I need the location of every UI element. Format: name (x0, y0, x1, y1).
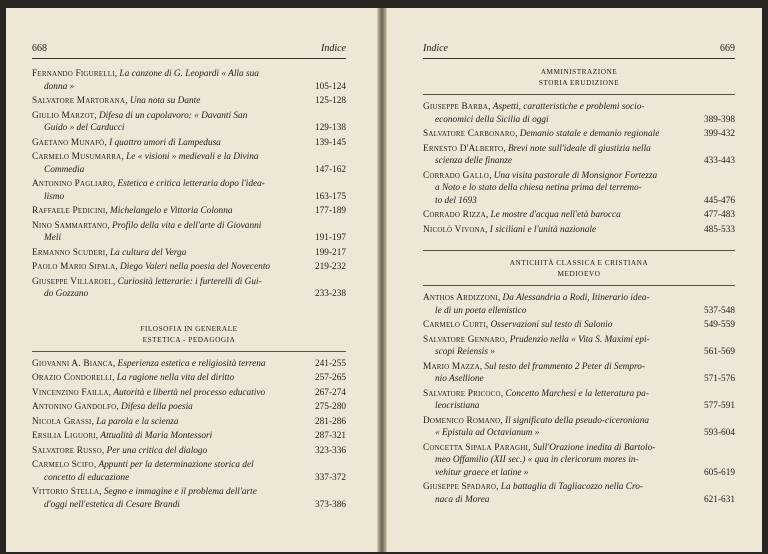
entry-pages: 477-483 (704, 210, 735, 220)
index-entry (32, 68, 346, 93)
entry-title-continued: leocristiana (435, 401, 480, 411)
left-header-rule (32, 58, 346, 59)
index-entry (32, 459, 346, 484)
right-entries (423, 66, 735, 508)
entry-title: Sul testo del frammento 2 Peter di Sempro- (484, 361, 646, 372)
entry-title: La battaglia di Tagliacozzo nella Cro- (500, 482, 643, 492)
entry-pages: 219-232 (315, 262, 346, 272)
entry-title-continued: scopi Reiensis » (435, 347, 495, 357)
entry-text (32, 372, 272, 385)
index-entry (32, 445, 346, 458)
index-entry (32, 401, 346, 414)
left-section-rule (32, 351, 346, 352)
entry-pages: 257-265 (315, 373, 346, 383)
entry-text (32, 401, 272, 414)
entry-author: Corrado Rizza (423, 210, 486, 220)
entry-text (32, 387, 272, 400)
entry-separator: , (500, 388, 506, 399)
entry-pages: 389-398 (704, 114, 735, 125)
entry-text (32, 445, 272, 458)
entry-author: Vittorio Stella (32, 487, 100, 497)
entry-pages: 537-548 (704, 305, 735, 316)
entry-title: Le mostre d'acqua nell'età barocca (490, 210, 621, 220)
entry-pages: 373-386 (315, 499, 346, 510)
index-entry (32, 247, 346, 260)
entry-author: Nicola Grassi (32, 416, 92, 427)
right-page-number: 669 (720, 43, 735, 54)
entry-title-continued: economici della Sicilia di oggi (435, 114, 549, 125)
entry-text (423, 224, 663, 237)
index-entry (32, 276, 346, 301)
index-entry (423, 442, 735, 480)
entry-pages: 323-336 (315, 445, 346, 456)
entry-text (423, 292, 663, 317)
entry-title: I quattro umori di Lampedusa (109, 137, 221, 148)
entry-author: Giovanni A. Bianca (32, 358, 113, 369)
entry-title: Brevi note sull'ideale di giustizia nella (507, 143, 651, 154)
entry-title-continued: Meli (44, 233, 62, 243)
entry-title: La ragione nella vita del diritto (116, 373, 235, 383)
entry-text (423, 143, 663, 168)
entry-title-continued: Commedia (44, 164, 85, 175)
entry-pages: 241-255 (315, 358, 346, 369)
section1-heading-line2: STORIA ERUDIZIONE (538, 78, 620, 87)
entry-author: Nicolò Vivona (423, 224, 486, 235)
index-entry (423, 101, 735, 126)
right-running-title: Indice (423, 43, 448, 54)
index-entry (32, 95, 346, 108)
entry-text (32, 430, 272, 443)
index-entry (423, 292, 735, 317)
entry-author: Carmelo Curti (423, 320, 486, 330)
entry-pages: 177-189 (315, 206, 346, 216)
entry-title: Appunti per la determinazione storica del (98, 460, 254, 470)
entry-separator: , (114, 69, 120, 79)
entry-title: Segno e immagine e il problema dell'arte (103, 487, 257, 497)
entry-pages: 399-432 (704, 129, 735, 139)
entry-pages: 275-280 (315, 402, 346, 412)
entry-separator: , (125, 96, 130, 106)
index-entry (32, 178, 346, 203)
entry-pages: 605-619 (704, 467, 735, 478)
entry-author: Orazio Condorelli (32, 373, 113, 383)
entry-author: Gaetano Munafò (32, 137, 105, 148)
index-entry (423, 209, 735, 222)
index-entry (423, 388, 735, 413)
entry-author: Mario Mazza (423, 361, 480, 372)
entry-title: I siciliani e l'unità nazionale (489, 224, 597, 235)
right-section1-entries (423, 101, 735, 236)
section2-heading-line1: ANTICHITÀ CLASSICA E CRISTIANA (509, 258, 649, 267)
left-page-number: 668 (32, 43, 47, 54)
entry-title: La canzone di G. Leopardi « Alla sua (119, 69, 259, 79)
entry-title: Una nota su Dante (129, 96, 201, 106)
entry-separator: , (101, 445, 107, 456)
entry-author: Giulio Marzot (32, 110, 95, 121)
entry-pages: 561-569 (704, 347, 735, 357)
entry-text (423, 209, 663, 222)
index-entry (32, 261, 346, 274)
entry-author: Giuseppe Villaroel (32, 276, 114, 287)
entry-separator: , (112, 358, 118, 369)
entry-title: Esperienza estetica e religiosità terrena (117, 358, 266, 369)
entry-separator: , (485, 320, 491, 330)
index-entry (423, 319, 735, 332)
entry-separator: , (115, 262, 121, 272)
index-entry (423, 143, 735, 168)
entry-title-continued: vehitur graece et latine » (435, 467, 529, 478)
entry-text (423, 361, 663, 386)
entry-author: Salvatore Carbonaro (423, 129, 516, 139)
entry-separator: , (515, 129, 520, 139)
index-entry (32, 372, 346, 385)
entry-title: La parola e la scienza (96, 416, 179, 427)
entry-pages: 485-533 (704, 224, 735, 235)
entry-title: Difesa di un capolavoro: « Davanti San (98, 110, 248, 121)
left-running-title: Indice (321, 43, 346, 54)
entry-separator: , (112, 373, 117, 383)
entry-pages: 549-559 (704, 320, 735, 330)
entry-separator: , (95, 431, 101, 441)
entry-title: Concetto Marchesi e la letteratura pa- (505, 388, 649, 399)
entry-title-continued: « Epistula ad Octavianum » (435, 428, 540, 438)
entry-text (32, 220, 272, 245)
entry-author: Paolo Mario Sipala (32, 262, 116, 272)
entry-text (423, 415, 663, 440)
entry-pages: 199-217 (315, 247, 346, 258)
entry-author: Salvatore Pricoco (423, 388, 501, 399)
left-entries-bottom (32, 358, 346, 512)
right-header-rule (423, 58, 735, 59)
entry-text (32, 151, 272, 176)
entry-title: Difesa della poesia (121, 402, 193, 412)
section1-heading-line1: AMMINISTRAZIONE (540, 67, 618, 76)
right-running-head (423, 43, 735, 54)
entry-text (423, 388, 663, 413)
entry-separator: , (112, 179, 118, 189)
entry-title-continued: scienza delle finanze (435, 156, 512, 166)
entry-title-continued: d'oggi nell'estetica di Cesare Brandi (44, 499, 180, 510)
entry-separator: , (107, 220, 112, 231)
right-page (386, 8, 762, 552)
entry-title-continued: concetto di educazione (44, 472, 130, 483)
entry-title: Per una critica del dialogo (106, 445, 208, 456)
entry-text (423, 170, 663, 208)
entry-title: Una visita pastorale di Monsignor Fortezza (493, 170, 658, 181)
entry-text (423, 128, 663, 141)
index-entry (423, 334, 735, 359)
entry-author: Anthos Ardizzoni (423, 293, 498, 303)
entry-separator: , (91, 416, 97, 427)
entry-author: Concetta Sipala Paraghi (423, 442, 529, 453)
entry-pages: 337-372 (315, 472, 346, 483)
index-entry (32, 220, 346, 245)
entry-text (32, 205, 272, 218)
entry-title: Le « visioni » medievali e la Divina (126, 152, 259, 162)
entry-author: Antonino Pagliaro (32, 179, 113, 189)
section-heading-line2: ESTETICA - PEDAGOGIA (142, 334, 236, 344)
entry-text (32, 110, 272, 135)
entry-pages: 125-128 (315, 96, 346, 106)
entry-pages: 287-321 (315, 431, 346, 441)
entry-pages: 267-274 (315, 387, 346, 398)
entry-separator: , (94, 110, 99, 121)
entry-title: Estetica e critica letteraria dopo l'idea- (117, 179, 265, 189)
entry-author: Antonino Gandolfo (32, 402, 117, 412)
entry-title-continued: to del 1693 (435, 195, 477, 206)
entry-text (423, 442, 663, 480)
entry-pages: 105-124 (315, 81, 346, 92)
entry-title: Osservazioni sul testo di Salonio (490, 320, 613, 330)
entry-title: La cultura del Verga (110, 247, 187, 258)
entry-text (32, 261, 272, 274)
book-gutter (378, 8, 386, 552)
entry-author: Salvatore Martorana (32, 96, 126, 106)
entry-pages: 621-631 (704, 494, 735, 505)
entry-title-continued: nio Asellione (435, 374, 484, 384)
entry-author: Fernando Figurelli (32, 69, 115, 79)
entry-author: Vincenzino Failla (32, 387, 109, 398)
entry-author: Carmelo Scifo (32, 460, 94, 470)
index-entry (423, 361, 735, 386)
entry-text (32, 178, 272, 203)
entry-separator: , (505, 334, 510, 345)
entry-separator: , (496, 482, 501, 492)
entry-pages: 577-591 (704, 401, 735, 411)
entry-title-continued: Guido » del Carducci (44, 123, 125, 133)
index-entry (423, 415, 735, 440)
right-section1-rule (423, 94, 735, 95)
entry-separator: , (528, 442, 533, 453)
entry-pages: 139-145 (315, 137, 346, 148)
entry-title-continued: meo Offamilio (XII sec.) « qua in clericorum mores in- (435, 455, 639, 465)
entry-separator: , (105, 206, 111, 216)
entry-separator: , (93, 460, 99, 470)
entry-text (32, 137, 272, 150)
entry-pages: 445-476 (704, 195, 735, 206)
entry-author: Ersilia Liguori (32, 431, 96, 441)
entry-title: Demanio statale e demanio regionale (519, 129, 660, 139)
entry-separator: , (108, 387, 114, 398)
entry-pages: 281-286 (315, 416, 346, 427)
entry-author: Ermanno Scuderi (32, 247, 106, 258)
entry-text (32, 95, 272, 108)
index-entry (32, 430, 346, 443)
index-entry (32, 416, 346, 429)
index-entry (32, 387, 346, 400)
index-entry (32, 110, 346, 135)
entry-author: Salvatore Russo (32, 445, 102, 456)
entry-title: Michelangelo e Vittoria Colonna (110, 206, 233, 216)
entry-title: Prudenzio nella « Vita S. Maximi epi- (509, 334, 650, 345)
left-entries-top (32, 68, 346, 301)
entry-text (32, 68, 272, 93)
index-entry (32, 205, 346, 218)
entry-title-continued: le di un poeta ellenistico (435, 305, 527, 316)
entry-text (423, 319, 663, 332)
index-entry (423, 170, 735, 208)
entry-title: Da Alessandria a Rodi, Itinerario idea- (502, 293, 650, 303)
index-entry (423, 481, 735, 506)
entry-title-continued: lismo (44, 191, 65, 202)
index-entry (423, 128, 735, 141)
entry-pages: 129-138 (315, 123, 346, 133)
index-entry (32, 151, 346, 176)
left-page (6, 8, 378, 552)
entry-separator: , (485, 210, 491, 220)
entry-author: Corrado Gallo (423, 170, 490, 181)
entry-title-continued: do Gozzano (44, 289, 89, 299)
entry-author: Giuseppe Spadaro (423, 482, 497, 492)
entry-title: Il significato della pseudo-ciceroniana (505, 415, 650, 426)
entry-title-continued: a Noto e lo stato della chiesa netina prima del terremo- (435, 183, 642, 193)
entry-pages: 571-576 (704, 374, 735, 384)
entry-author: Nino Sammartano (32, 220, 108, 231)
right-section2-heading (423, 257, 735, 279)
right-section2-rule (423, 285, 735, 286)
entry-text (32, 486, 272, 511)
entry-author: Carmelo Musumarra (32, 152, 122, 162)
entry-title: Curiosità letterarie: i furterelli di Gui- (117, 276, 262, 287)
entry-title-continued: donna » (44, 81, 75, 92)
right-section2-entries (423, 292, 735, 506)
entry-title-continued: naca di Morea (435, 494, 490, 505)
left-section-heading (32, 323, 346, 345)
entry-author: Giuseppe Barba (423, 102, 489, 112)
index-entry (423, 224, 735, 237)
entry-separator: , (99, 487, 104, 497)
entry-separator: , (104, 137, 110, 148)
index-entry (32, 137, 346, 150)
entry-pages: 163-175 (315, 191, 346, 202)
entry-separator: , (489, 170, 494, 181)
entry-title: Sull'Orazione inedita di Bartolo- (532, 442, 656, 453)
section-heading-line1: FILOSOFIA IN GENERALE (140, 323, 238, 333)
entry-separator: , (479, 361, 485, 372)
entry-author: Raffaele Pedicini (32, 206, 106, 216)
entry-title: Diego Valeri nella poesia del Novecento (120, 262, 271, 272)
entry-pages: 191-197 (315, 233, 346, 243)
entry-pages: 147-162 (315, 164, 346, 175)
entry-text (423, 334, 663, 359)
entry-author: Domenico Romano (423, 415, 501, 426)
entry-title: Autorità e libertà nel processo educativo (113, 387, 266, 398)
entry-text (32, 459, 272, 484)
entry-pages: 433-443 (704, 156, 735, 166)
entry-separator: , (503, 143, 508, 154)
entry-pages: 593-604 (704, 428, 735, 438)
index-entry (32, 358, 346, 371)
entry-text (32, 358, 272, 371)
entry-separator: , (485, 224, 490, 235)
entry-separator: , (488, 102, 493, 112)
index-entry (32, 486, 346, 511)
entry-text (32, 276, 272, 301)
entry-text (423, 481, 663, 506)
section2-heading-line2: MEDIOEVO (557, 269, 601, 278)
entry-text (423, 101, 663, 126)
entry-separator: , (500, 415, 506, 426)
entry-separator: , (116, 402, 122, 412)
entry-text (32, 247, 272, 260)
entry-title: Profilo della vita e dell'arte di Giovanni (112, 220, 262, 231)
entry-text (32, 416, 272, 429)
left-entries (32, 68, 346, 513)
right-section1-heading (423, 66, 735, 88)
entry-separator: , (113, 276, 118, 287)
right-section2-top-rule (423, 250, 735, 251)
entry-title: Attualità di Maria Montessori (100, 431, 213, 441)
entry-author: Salvatore Gennaro (423, 334, 506, 345)
entry-author: Ernesto D'Alberto (423, 143, 504, 154)
entry-title: Aspetti, caratteristiche e problemi socio- (492, 102, 645, 112)
entry-separator: , (497, 293, 503, 303)
entry-pages: 233-238 (315, 289, 346, 299)
left-running-head (32, 43, 346, 54)
entry-separator: , (121, 152, 127, 162)
entry-separator: , (105, 247, 110, 258)
